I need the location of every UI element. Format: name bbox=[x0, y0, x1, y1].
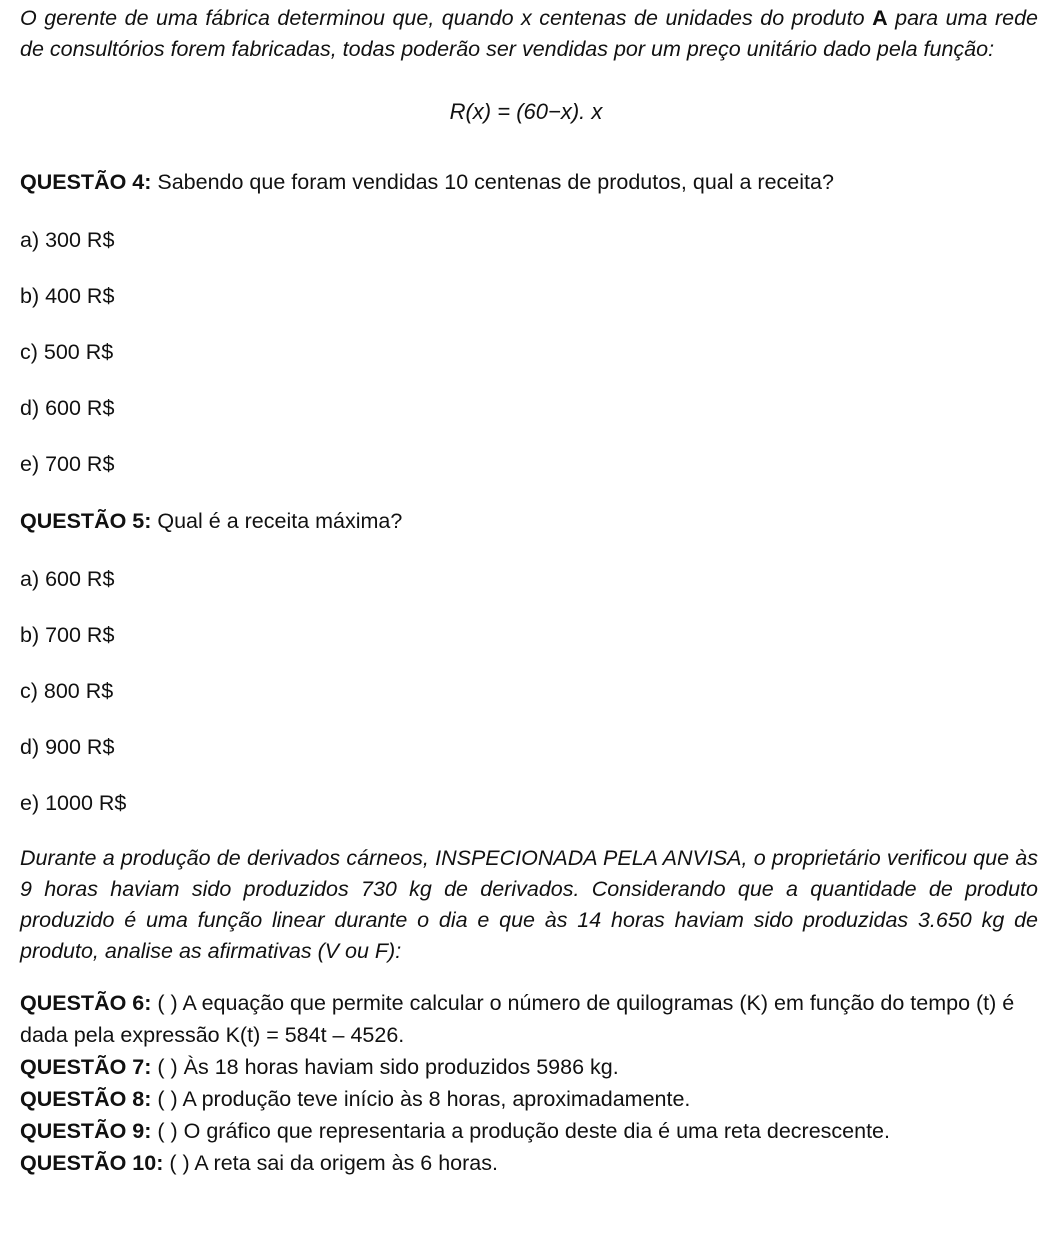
question-8-label: QUESTÃO 8: bbox=[20, 1087, 152, 1111]
question-10 bbox=[20, 1147, 1038, 1179]
question-7-label: QUESTÃO 7: bbox=[20, 1055, 152, 1079]
intro-text-1: O gerente de uma fábrica determinou que, quando x centenas de unidades do produto bbox=[20, 6, 873, 30]
question-7-text: ( ) Às 18 horas haviam sido produzidos 5986 kg. bbox=[151, 1055, 619, 1079]
question-6-text: ( ) A equação que permite calcular o número de quilogramas (K) em função do tempo (t) é dada pela expressão K(t) = 584t – 4526. bbox=[20, 991, 1015, 1047]
question-6 bbox=[20, 987, 1038, 1051]
context-paragraph: Durante a produção de derivados cárneos, INSPECIONADA PELA ANVISA, o proprietário verificou que às 9 horas haviam sido produzidos 730 kg de derivados. Considerando que a quantidade de produto produzido é uma função linear durante o dia e que às 14 horas haviam sido produzidas 3.650 kg de produto, analise as afirmativas (V ou F): bbox=[20, 846, 1038, 963]
q4-option-e: e) 700 R$ bbox=[20, 452, 115, 476]
question-8-text: ( ) A produção teve início às 8 horas, aproximadamente. bbox=[151, 1087, 691, 1111]
question-10-label: QUESTÃO 10: bbox=[20, 1151, 164, 1175]
q4-option-d: d) 600 R$ bbox=[20, 396, 115, 420]
intro-text-2: para uma rede de consultórios forem fabricadas, todas poderão ser vendidas por um preço unitário dado pela função: bbox=[20, 6, 1038, 61]
q5-option-b: b) 700 R$ bbox=[20, 623, 115, 647]
question-5 bbox=[20, 509, 1038, 534]
question-7 bbox=[20, 1051, 1038, 1083]
q5-option-a: a) 600 R$ bbox=[20, 567, 115, 591]
q5-option-e: e) 1000 R$ bbox=[20, 791, 127, 815]
q4-option-b: b) 400 R$ bbox=[20, 284, 115, 308]
q5-option-c: c) 800 R$ bbox=[20, 679, 114, 703]
question-4-text: Sabendo que foram vendidas 10 centenas de produtos, qual a receita? bbox=[151, 170, 834, 194]
question-8 bbox=[20, 1083, 1038, 1115]
question-9-label: QUESTÃO 9: bbox=[20, 1119, 152, 1143]
q4-option-a: a) 300 R$ bbox=[20, 228, 115, 252]
question-5-text: Qual é a receita máxima? bbox=[151, 509, 403, 533]
question-10-text: ( ) A reta sai da origem às 6 horas. bbox=[163, 1151, 498, 1175]
q5-option-d: d) 900 R$ bbox=[20, 735, 115, 759]
question-4 bbox=[20, 170, 1038, 195]
question-5-label: QUESTÃO 5: bbox=[20, 509, 152, 533]
question-6-label: QUESTÃO 6: bbox=[20, 991, 152, 1015]
question-4-label: QUESTÃO 4: bbox=[20, 170, 152, 194]
question-9-text: ( ) O gráfico que representaria a produção deste dia é uma reta decrescente. bbox=[151, 1119, 890, 1143]
revenue-formula: R(x) = (60−x). x bbox=[449, 99, 603, 124]
q4-option-c: c) 500 R$ bbox=[20, 340, 114, 364]
true-false-questions bbox=[20, 987, 1038, 1179]
product-letter: A bbox=[872, 6, 888, 30]
intro-paragraph bbox=[20, 3, 1038, 65]
question-9 bbox=[20, 1115, 1038, 1147]
